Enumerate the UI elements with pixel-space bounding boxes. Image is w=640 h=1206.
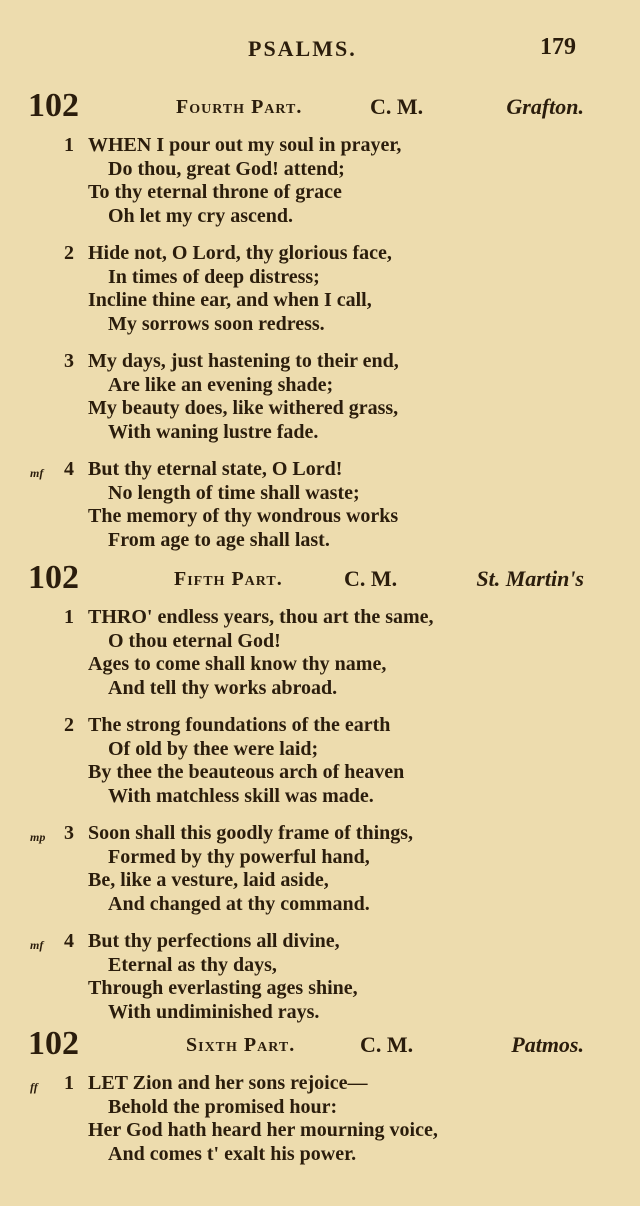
stanza-number: 1 xyxy=(64,606,74,628)
verse-text: Hide not, O Lord, thy glorious face, xyxy=(88,242,392,264)
verse-line: Her God hath heard her mourning voice, xyxy=(88,1119,438,1141)
verse-line: Do thou, great God! attend; xyxy=(108,157,345,180)
stanza-number: 3 xyxy=(64,822,74,844)
stanza-number: 1 xyxy=(64,134,74,156)
verse-line: Oh let my cry ascend. xyxy=(108,204,293,227)
stanza-number: 4 xyxy=(64,458,74,480)
verse-text: Soon shall this goodly frame of things, xyxy=(88,822,414,844)
stanza xyxy=(0,134,640,228)
verse-line: And tell thy works abroad. xyxy=(108,676,338,699)
stanza xyxy=(0,606,640,700)
hymn-number: 102 xyxy=(28,87,79,124)
verse-line: Ages to come shall know thy name, xyxy=(88,653,387,675)
stanza xyxy=(0,714,640,808)
verse-line xyxy=(0,350,640,374)
page-number: 179 xyxy=(540,34,576,60)
verse-line xyxy=(0,930,640,954)
stanza xyxy=(0,350,640,444)
verse-text: But thy perfections all divine, xyxy=(88,930,340,952)
stanza-number: 2 xyxy=(64,242,74,264)
verse-line: And comes t' exalt his power. xyxy=(108,1142,357,1165)
verse-line: By thee the beauteous arch of heaven xyxy=(88,761,405,783)
stanza xyxy=(0,930,640,1024)
stanza-number: 3 xyxy=(64,350,74,372)
hymn-number: 102 xyxy=(28,559,79,596)
running-title: PSALMS. xyxy=(248,36,357,61)
verse-line xyxy=(0,458,640,482)
verse-text: WHEN I pour out my soul in prayer, xyxy=(88,134,402,156)
running-head xyxy=(0,32,640,68)
hymn-header xyxy=(0,558,640,602)
verse-line: Through everlasting ages shine, xyxy=(88,977,358,999)
verse-line: No length of time shall waste; xyxy=(108,481,360,504)
dynamic-mark: mf xyxy=(30,466,44,480)
stanza-number: 4 xyxy=(64,930,74,952)
dynamic-mark: mf xyxy=(30,938,44,952)
stanza xyxy=(0,822,640,916)
verse-line: Behold the promised hour: xyxy=(108,1095,338,1118)
stanza xyxy=(0,242,640,336)
verse-line xyxy=(0,134,640,158)
verse-line xyxy=(0,822,640,846)
verse-line: Eternal as thy days, xyxy=(108,953,277,976)
verse-line: My sorrows soon redress. xyxy=(108,312,325,335)
hymn-fifth-part xyxy=(0,558,640,1038)
tune-name: St. Martin's xyxy=(476,566,584,591)
meter: C. M. xyxy=(360,1032,414,1057)
verse-line xyxy=(0,1072,640,1096)
verse-text: THRO' endless years, thou art the same, xyxy=(88,606,434,628)
part-title: Sixth Part. xyxy=(186,1034,296,1056)
verse-line: The memory of thy wondrous works xyxy=(88,505,399,527)
verse-line: Are like an evening shade; xyxy=(108,373,334,396)
part-title: Fourth Part. xyxy=(176,96,303,118)
stanza-number: 2 xyxy=(64,714,74,736)
verse-line: With waning lustre fade. xyxy=(108,420,319,443)
verse-text: My days, just hastening to their end, xyxy=(88,350,399,372)
stanza xyxy=(0,458,640,552)
verse-line: And changed at thy command. xyxy=(108,892,370,915)
part-title: Fifth Part. xyxy=(174,568,283,590)
tune-name: Patmos. xyxy=(511,1032,584,1057)
stanza xyxy=(0,1072,640,1166)
hymn-fourth-part xyxy=(0,86,640,566)
hymn-header xyxy=(0,1024,640,1068)
verse-line: Be, like a vesture, laid aside, xyxy=(88,869,329,891)
meter: C. M. xyxy=(344,566,398,591)
verse-line: Formed by thy powerful hand, xyxy=(108,845,370,868)
hymn-sixth-part xyxy=(0,1024,640,1180)
dynamic-mark: mp xyxy=(30,830,46,844)
verse-line: In times of deep distress; xyxy=(108,265,320,288)
verse-line: My beauty does, like withered grass, xyxy=(88,397,399,419)
stanza-number: 1 xyxy=(64,1072,74,1094)
verse-line: From age to age shall last. xyxy=(108,528,330,551)
verse-line xyxy=(0,242,640,266)
verse-line xyxy=(0,606,640,630)
hymn-number: 102 xyxy=(28,1025,79,1062)
tune-name: Grafton. xyxy=(506,94,584,119)
verse-text: The strong foundations of the earth xyxy=(88,714,391,736)
verse-text: LET Zion and her sons rejoice— xyxy=(88,1072,368,1094)
meter: C. M. xyxy=(370,94,424,119)
verse-text: But thy eternal state, O Lord! xyxy=(88,458,343,480)
verse-line: Of old by thee were laid; xyxy=(108,737,319,760)
verse-line xyxy=(0,714,640,738)
verse-line: To thy eternal throne of grace xyxy=(88,181,342,203)
verse-line: O thou eternal God! xyxy=(108,629,281,652)
verse-line: Incline thine ear, and when I call, xyxy=(88,289,372,311)
verse-line: With undiminished rays. xyxy=(108,1000,320,1023)
hymn-header xyxy=(0,86,640,130)
verse-line: With matchless skill was made. xyxy=(108,784,374,807)
dynamic-mark: ff xyxy=(30,1080,38,1094)
